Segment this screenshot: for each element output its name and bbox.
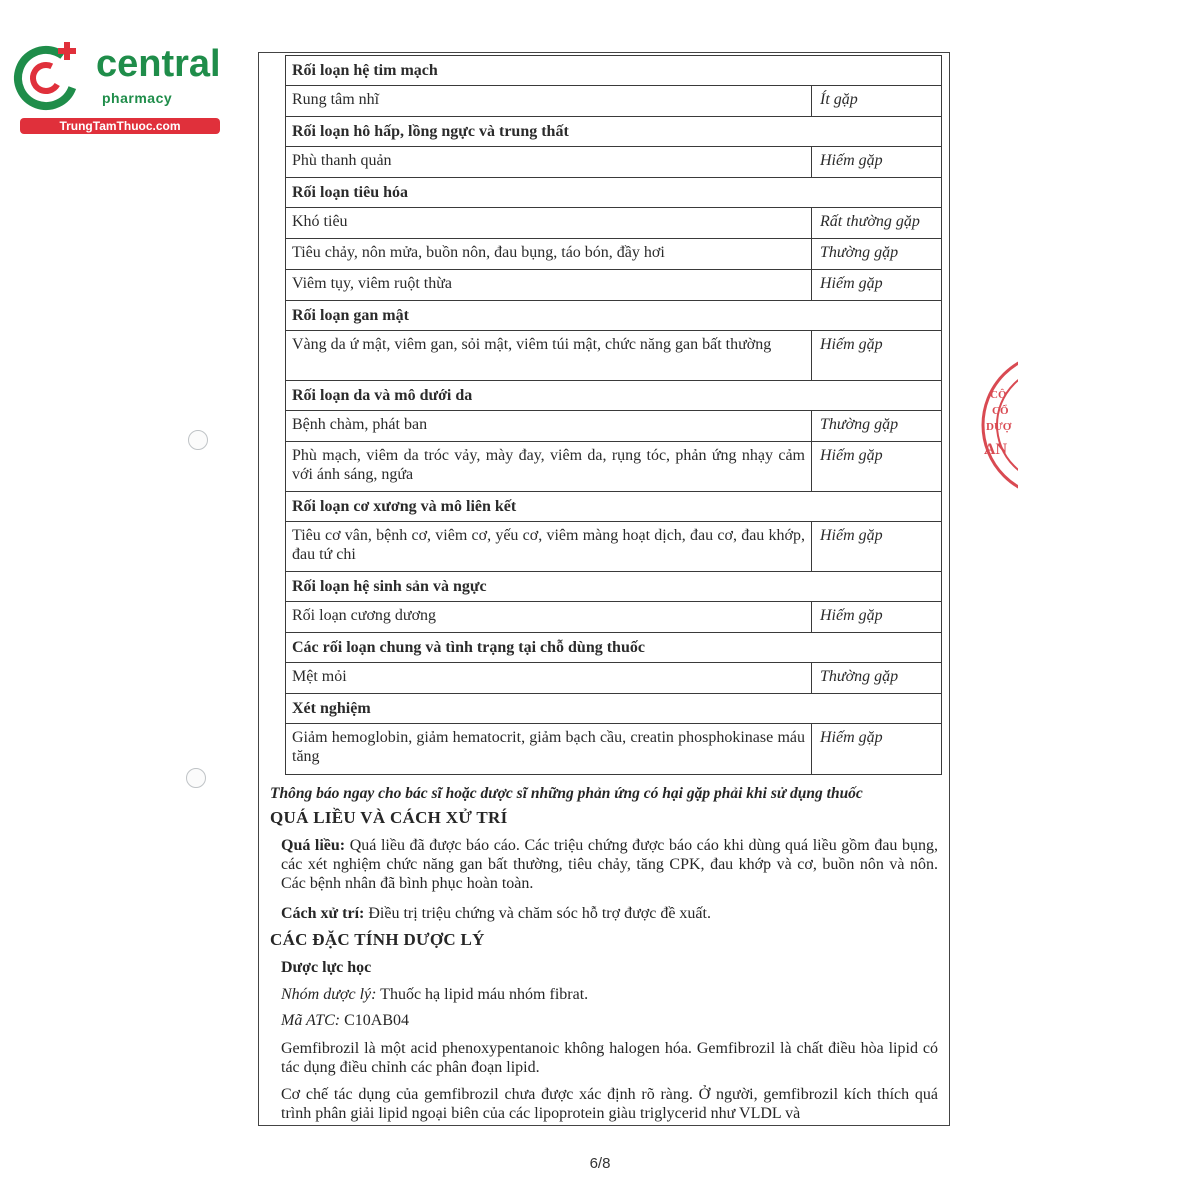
treatment-label: Cách xử trí:: [281, 905, 365, 922]
frequency: Hiếm gặp: [820, 729, 883, 746]
red-seal-stamp-icon: [980, 350, 1018, 500]
adverse-effect: Viêm tụy, viêm ruột thừa: [286, 270, 812, 300]
table-section-header: [286, 56, 941, 86]
section-title: Xét nghiệm: [292, 700, 371, 717]
table-section-header: [286, 572, 941, 602]
table-section-header: [286, 694, 941, 724]
table-row: [286, 208, 941, 239]
adverse-effect: Rối loạn cương dương: [286, 602, 812, 632]
adverse-effect: Khó tiêu: [286, 208, 812, 238]
table-row: [286, 724, 941, 774]
table-row: [286, 522, 941, 572]
binder-hole-icon: [188, 430, 208, 450]
frequency: Hiếm gặp: [820, 275, 883, 292]
table-row: [286, 602, 941, 633]
adverse-effect: Tiêu chảy, nôn mửa, buồn nôn, đau bụng, táo bón, đầy hơi: [286, 239, 812, 269]
frequency: Hiếm gặp: [820, 447, 883, 464]
frequency: Thường gặp: [820, 416, 899, 433]
table-section-header: [286, 492, 941, 522]
overdose-paragraph: [281, 836, 938, 893]
table-row: [286, 442, 941, 492]
section-title: Rối loạn gan mật: [292, 307, 409, 324]
overdose-text: Quá liều đã được báo cáo. Các triệu chứng được báo cáo khi dùng quá liều gồm đau bụng, các xét nghiệm chức năng gan bất thường, tiêu chảy, tăng CPK, đau khớp và cơ, buồn nôn và nôn. Các bệnh nhân đã bình phục hoàn toàn.: [281, 837, 938, 892]
frequency: Hiếm gặp: [820, 152, 883, 169]
adverse-notice: Thông báo ngay cho bác sĩ hoặc dược sĩ những phản ứng có hại gặp phải khi sử dụng thuốc: [270, 785, 863, 802]
adverse-effect: Mệt mỏi: [286, 663, 812, 693]
adverse-effect: Vàng da ứ mật, viêm gan, sỏi mật, viêm túi mật, chức năng gan bất thường: [286, 331, 812, 380]
adverse-effect: Rung tâm nhĩ: [286, 86, 812, 116]
central-pharmacy-logo-icon: [10, 36, 88, 114]
table-row: [286, 411, 941, 442]
table-section-header: [286, 178, 941, 208]
brand-name: central: [96, 43, 221, 85]
table-row: [286, 86, 941, 117]
frequency: Thường gặp: [820, 244, 899, 261]
brand-url[interactable]: TrungTamThuoc.com: [20, 118, 220, 134]
pharmacodynamics-heading: Dược lực học: [281, 959, 372, 976]
frequency: Hiếm gặp: [820, 336, 883, 353]
svg-text:CỔ: CỔ: [992, 405, 1009, 417]
section-title: Rối loạn tiêu hóa: [292, 184, 409, 201]
pharma-heading: CÁC ĐẶC TÍNH DƯỢC LÝ: [270, 930, 485, 949]
section-title: Rối loạn hô hấp, lồng ngực và trung thất: [292, 123, 569, 140]
brand-sub: pharmacy: [102, 90, 173, 106]
pharma-group-label: Nhóm dược lý:: [281, 986, 377, 1003]
section-title: Rối loạn hệ sinh sản và ngực: [292, 578, 487, 595]
adverse-effects-table: [285, 55, 942, 775]
table-row: [286, 270, 941, 301]
pharma-paragraph-1: Gemfibrozil là một acid phenoxypentanoic không halogen hóa. Gemfibrozil là chất điều hòa lipid có tác dụng điều chỉnh các phân đoạn lipid.: [281, 1040, 938, 1076]
atc-label: Mã ATC:: [281, 1012, 341, 1029]
section-title: Các rối loạn chung và tình trạng tại chỗ dùng thuốc: [292, 639, 645, 656]
overdose-label: Quá liều:: [281, 837, 346, 854]
frequency: Thường gặp: [820, 668, 899, 685]
table-row: [286, 239, 941, 270]
section-title: Rối loạn cơ xương và mô liên kết: [292, 498, 517, 515]
treatment-text: Điều trị triệu chứng và chăm sóc hỗ trợ được đề xuất.: [364, 905, 711, 922]
adverse-effect: Giảm hemoglobin, giảm hematocrit, giảm bạch cầu, creatin phosphokinase máu tăng: [286, 724, 812, 774]
svg-text:DƯỢ: DƯỢ: [986, 421, 1012, 433]
frequency: Ít gặp: [820, 91, 858, 108]
table-section-header: [286, 117, 941, 147]
adverse-effect: Bệnh chàm, phát ban: [286, 411, 812, 441]
page-number: 6/8: [589, 1155, 611, 1172]
adverse-effect: Tiêu cơ vân, bệnh cơ, viêm cơ, yếu cơ, viêm màng hoạt dịch, đau cơ, đau khớp, đau tứ chi: [286, 522, 812, 571]
adverse-effect: Phù mạch, viêm da tróc vảy, mày đay, viêm da, rụng tóc, phản ứng nhạy cảm với ánh sáng, ngứa: [286, 442, 812, 491]
atc-code: [281, 1011, 938, 1030]
section-title: Rối loạn da và mô dưới da: [292, 387, 473, 404]
frequency: Rất thường gặp: [820, 213, 920, 230]
pharma-group-value: Thuốc hạ lipid máu nhóm fibrat.: [376, 986, 589, 1003]
table-section-header: [286, 633, 941, 663]
svg-text:CÔ: CÔ: [990, 389, 1007, 401]
svg-text:AN: AN: [984, 441, 1008, 458]
binder-hole-icon: [186, 768, 206, 788]
atc-value: C10AB04: [340, 1012, 410, 1029]
adverse-effect: Phù thanh quản: [286, 147, 812, 177]
section-title: Rối loạn hệ tim mạch: [292, 62, 438, 79]
table-row: [286, 663, 941, 694]
frequency: Hiếm gặp: [820, 527, 883, 544]
brand-logo[interactable]: [10, 36, 221, 136]
pharma-paragraph-2: Cơ chế tác dụng của gemfibrozil chưa được xác định rõ ràng. Ở người, gemfibrozil kích thích quá trình phân giải lipid ngoại biên của các lipoprotein giàu triglycerid như VLDL và: [281, 1086, 938, 1122]
table-section-header: [286, 301, 941, 331]
table-section-header: [286, 381, 941, 411]
frequency: Hiếm gặp: [820, 607, 883, 624]
pharma-group: [281, 985, 938, 1004]
table-row: [286, 331, 941, 381]
overdose-heading: QUÁ LIỀU VÀ CÁCH XỬ TRÍ: [270, 808, 508, 827]
treatment-paragraph: [281, 904, 938, 923]
table-row: [286, 147, 941, 178]
